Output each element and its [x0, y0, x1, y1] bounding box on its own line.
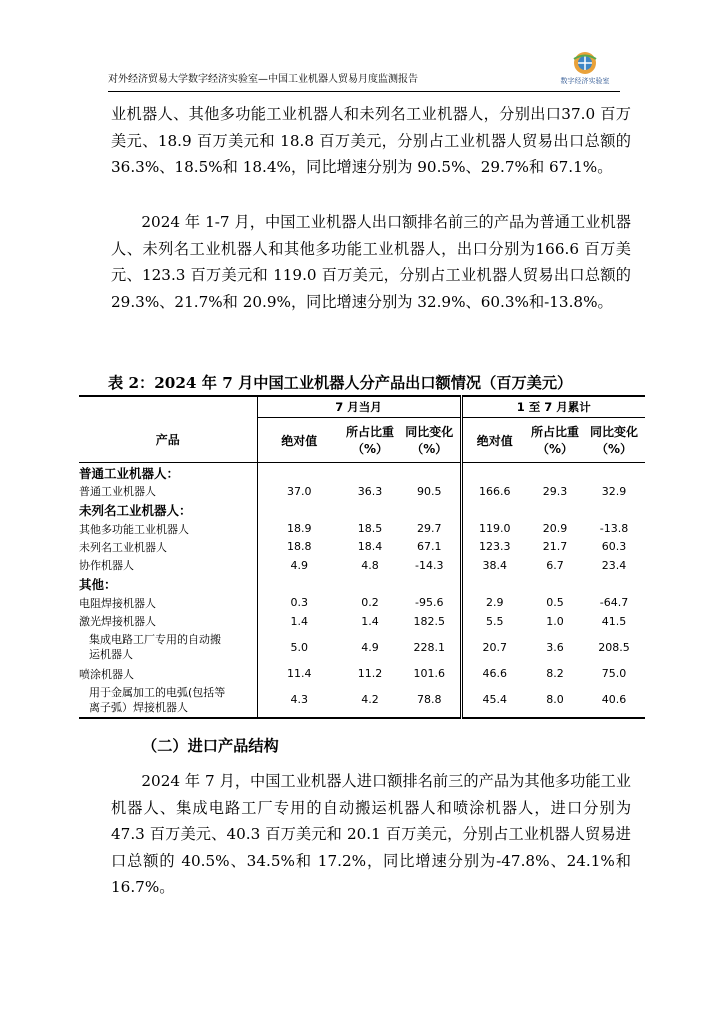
value-change-month: 90.5 — [417, 484, 442, 498]
value-change-ytd: 32.9 — [601, 484, 627, 498]
value-change-ytd: 60.3 — [601, 540, 627, 554]
table-caption: 表 2：2024 年 7 月中国工业机器人分产品出口额情况（百万美元） — [108, 374, 573, 392]
value-share-ytd: 3.6 — [546, 640, 564, 654]
empty-cell — [583, 575, 645, 594]
value-change-month: -95.6 — [415, 596, 444, 610]
value-abs-month: 0.3 — [257, 594, 341, 612]
value-abs-month: 37.0 — [257, 482, 341, 500]
product-name: 用于金属加工的电弧(包括等 离子弧）焊接机器人 — [89, 685, 226, 714]
table-row — [79, 594, 645, 612]
empty-cell — [257, 463, 341, 483]
lab-logo — [547, 50, 623, 88]
value-change-month: 67.1 — [417, 540, 442, 554]
value-abs-month: 4.9 — [257, 556, 341, 574]
empty-cell — [341, 575, 399, 594]
category-row — [79, 575, 645, 594]
product-name: 喷涂机器人 — [79, 667, 134, 681]
value-change-month: 29.7 — [417, 522, 442, 536]
empty-cell — [583, 500, 645, 519]
category-label: 普通工业机器人： — [79, 465, 180, 481]
product-name: 协作机器人 — [79, 559, 134, 573]
table-body — [79, 463, 645, 718]
category-row — [79, 463, 645, 483]
header-empty — [79, 396, 257, 418]
table-row — [79, 630, 645, 664]
value-abs-ytd: 123.3 — [461, 538, 527, 556]
table-row — [79, 538, 645, 556]
value-share-ytd: 29.3 — [542, 484, 568, 498]
empty-cell — [341, 500, 399, 519]
group-header-ytd: 1 至 7 月累计 — [461, 396, 645, 418]
value-share-month: 4.2 — [361, 693, 379, 707]
logo-icon — [547, 50, 623, 78]
empty-cell — [527, 575, 583, 594]
logo-caption: 数字经济实验室 — [560, 77, 610, 85]
table-row — [79, 482, 645, 500]
category-label: 未列名工业机器人： — [79, 502, 192, 518]
paragraph-3: 2024 年 7 月，中国工业机器人进口额排名前三的产品为其他多功能工业机器人、集成电路工厂专用的自动搬运机器人和喷涂机器人，进口分别为 47.3 百万美元、40.3 百万美元和 20.1 百万美元，分别占工业机器人贸易进口总额的 40.5%、34.5%和 17.2%，同比增速分别为-47.8%、24.1%和 16.7%。 — [111, 772, 631, 896]
value-change-ytd: 208.5 — [598, 640, 630, 654]
value-abs-month: 1.4 — [257, 612, 341, 630]
value-share-ytd: 8.2 — [546, 667, 564, 681]
col-header-share-month: 所占比重 （%） — [341, 418, 399, 463]
paragraph-1: 业机器人、其他多功能工业机器人和未列名工业机器人，分别出口37.0 百万美元、18.9 百万美元和 18.8 百万美元，分别占工业机器人贸易出口总额的 36.3%、18.5%和 18.4%，同比增速分别为 90.5%、29.7%和 67.1%。 — [111, 105, 631, 176]
product-name: 电阻焊接机器人 — [79, 596, 156, 610]
empty-cell — [527, 500, 583, 519]
value-share-month: 1.4 — [361, 614, 379, 628]
value-share-month: 0.2 — [361, 596, 379, 610]
empty-cell — [527, 463, 583, 483]
empty-cell — [341, 463, 399, 483]
value-share-ytd: 6.7 — [546, 558, 564, 572]
col-header-share-ytd: 所占比重 （%） — [527, 418, 583, 463]
section-title: （二）进口产品结构 — [142, 737, 279, 755]
table-row — [79, 612, 645, 630]
empty-cell — [583, 463, 645, 483]
value-abs-ytd: 20.7 — [461, 630, 527, 664]
value-change-ytd: -64.7 — [599, 596, 629, 610]
empty-cell — [257, 575, 341, 594]
value-share-month: 36.3 — [357, 484, 383, 498]
product-name: 普通工业机器人 — [79, 485, 156, 499]
value-change-ytd: 41.5 — [601, 614, 627, 628]
product-name: 激光焊接机器人 — [79, 615, 156, 629]
header-title: 对外经济贸易大学数字经济实验室—中国工业机器人贸易月度监测报告 — [108, 74, 418, 85]
table-row — [79, 664, 645, 682]
value-change-month: -14.3 — [415, 558, 444, 572]
page-header — [108, 70, 620, 85]
header-rule — [108, 91, 620, 92]
empty-cell — [399, 463, 461, 483]
category-row — [79, 500, 645, 519]
value-abs-ytd: 45.4 — [461, 683, 527, 718]
value-abs-month: 18.9 — [257, 519, 341, 537]
value-share-ytd: 20.9 — [542, 522, 568, 536]
value-share-month: 18.5 — [357, 522, 383, 536]
table-row — [79, 519, 645, 537]
export-table — [79, 395, 645, 719]
col-header-product: 产品 — [79, 418, 257, 463]
empty-cell — [461, 575, 527, 594]
value-share-month: 4.8 — [361, 558, 379, 572]
value-share-ytd: 0.5 — [546, 596, 564, 610]
value-change-month: 78.8 — [417, 693, 442, 707]
value-abs-ytd: 38.4 — [461, 556, 527, 574]
col-header-change-month: 同比变化 （%） — [399, 418, 461, 463]
value-share-month: 18.4 — [357, 540, 383, 554]
value-share-month: 4.9 — [361, 640, 379, 654]
value-change-ytd: 75.0 — [601, 667, 627, 681]
value-abs-month: 11.4 — [257, 664, 341, 682]
value-abs-month: 5.0 — [257, 630, 341, 664]
col-header-abs-month: 绝对值 — [257, 418, 341, 463]
value-abs-ytd: 5.5 — [461, 612, 527, 630]
col-header-abs-ytd: 绝对值 — [461, 418, 527, 463]
table-row — [79, 683, 645, 718]
product-name: 集成电路工厂专用的自动搬 运机器人 — [89, 633, 221, 662]
value-abs-ytd: 119.0 — [461, 519, 527, 537]
value-share-ytd: 8.0 — [546, 693, 564, 707]
value-change-month: 228.1 — [413, 640, 445, 654]
col-header-change-ytd: 同比变化 （%） — [583, 418, 645, 463]
value-share-month: 11.2 — [357, 667, 383, 681]
group-header-month: 7 月当月 — [257, 396, 461, 418]
empty-cell — [399, 575, 461, 594]
product-name: 未列名工业机器人 — [79, 540, 167, 554]
table-row — [79, 556, 645, 574]
value-abs-ytd: 46.6 — [461, 664, 527, 682]
value-abs-month: 4.3 — [257, 683, 341, 718]
empty-cell — [257, 500, 341, 519]
value-change-month: 182.5 — [413, 614, 445, 628]
product-name: 其他多功能工业机器人 — [79, 522, 189, 536]
value-share-ytd: 21.7 — [542, 540, 568, 554]
empty-cell — [461, 500, 527, 519]
category-label: 其他： — [79, 577, 117, 593]
value-abs-ytd: 166.6 — [461, 482, 527, 500]
value-abs-month: 18.8 — [257, 538, 341, 556]
value-change-ytd: -13.8 — [599, 522, 629, 536]
empty-cell — [461, 463, 527, 483]
paragraph-2: 2024 年 1-7 月，中国工业机器人出口额排名前三的产品为普通工业机器人、未列名工业机器人和其他多功能工业机器人，出口分别为166.6 百万美元、123.3 百万美元和 119.0 百万美元，分别占工业机器人贸易出口总额的 29.3%、21.7%和 20.9%，同比增速分别为 32.9%、60.3%和-13.8%。 — [111, 213, 631, 311]
value-change-month: 101.6 — [413, 667, 445, 681]
empty-cell — [399, 500, 461, 519]
value-share-ytd: 1.0 — [546, 614, 564, 628]
value-abs-ytd: 2.9 — [461, 594, 527, 612]
value-change-ytd: 40.6 — [601, 693, 627, 707]
value-change-ytd: 23.4 — [601, 558, 627, 572]
